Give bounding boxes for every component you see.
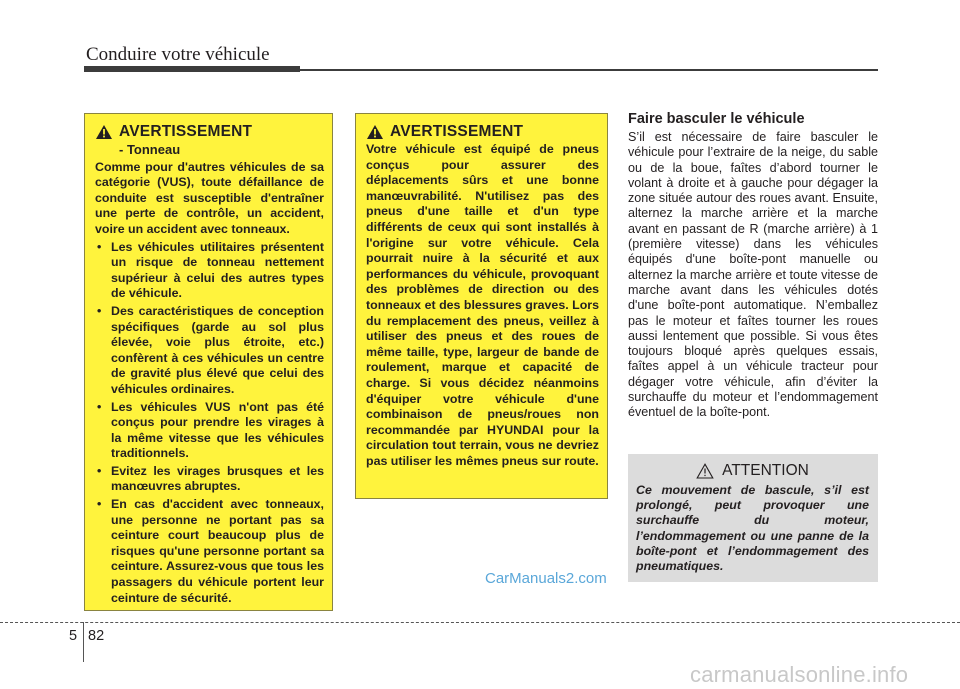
footer-divider — [0, 622, 960, 623]
warning-subtitle: - Tonneau — [119, 142, 181, 157]
header-rule-thick — [84, 66, 300, 72]
chapter-number: 5 — [69, 628, 78, 644]
warning-triangle-icon — [95, 124, 113, 140]
warning-bullet — [95, 304, 324, 398]
warning-bullet — [95, 240, 324, 302]
bullet-text: Les véhicules utilitaires présentent un risque de tonneau nettement supérieur à celui des autres types de véhicule. — [111, 239, 324, 301]
bullet-symbol: • — [97, 303, 102, 318]
section-heading: Faire basculer le véhicule — [628, 111, 805, 127]
bullet-text: Evitez les virages brusques et les manœuvres abruptes. — [111, 463, 324, 494]
section-body: S’il est nécessaire de faire basculer le véhicule pour l’extraire de la neige, du sable ou de la boue, faîtes d’abord tourner le volant à droite et à gauche pour dégager la zone située autour des roues avant. Ensuite, alternez la marche arrière et la marche avant en passant de R (marche arrière) à 1 (première vitesse) dans les véhicules équipés d'une boîte-pont manuelle ou alternez la marche arrière et toute vitesse de marche avant dans les véhicules dotés d'une boîte-pont automatique. N’emballez pas le moteur et faîtes tourner les roues aussi lentement que possible. Si vous êtes toujours bloqué après quelques essais, faîtes appel à un véhicule tracteur pour dégager votre véhicule, afin d’éviter la surchauffe du moteur et l’endommagement éventuel de la boîte-pont. — [628, 130, 878, 420]
warning-bullet — [95, 400, 324, 462]
footer-brand-watermark: carmanualsonline.info — [690, 662, 909, 687]
warning-body: Votre véhicule est équipé de pneus conçus pour assurer des déplacements sûrs et une bonne manœuvrabilité. N'utilisez pas des pneus d'une taille et d'un type différents de ceux qui sont installés à l'origine sur votre véhicule. Cela pourrait nuire à la sécurité et aux performances du véhicule, provoquant des problèmes de direction ou des tonneaux et des blessures graves. Lors du remplacement des pneus, veillez à utiliser des pneus et des roues de même taille, type, largeur de bande de roulement, marque et capacité de charge. Si vous décidez néanmoins d'équiper votre véhicule d'une combinaison de pneus/roues non recommandée par HYUNDAI pour la circulation tout terrain, vous ne devriez pas utiliser les mêmes pneus sur route. — [366, 142, 599, 468]
footer-page-separator — [83, 622, 84, 662]
caution-triangle-icon — [696, 463, 714, 479]
warning-bullet — [95, 464, 324, 495]
warning-intro: Comme pour d'autres véhicules de sa catégorie (VUS), toute défaillance de conduite est susceptible d'entraîner une perte de contrôle, un accident, voire un accident avec tonneaux. — [95, 159, 324, 236]
watermark-link[interactable]: CarManuals2.com — [485, 570, 607, 587]
bullet-symbol: • — [97, 497, 102, 512]
warning-title: AVERTISSEMENT — [390, 123, 524, 141]
header-rule-thin — [300, 69, 878, 71]
warning-header — [366, 124, 599, 140]
bullet-text: Des caractéristiques de conception spécifiques (garde au sol plus élevée, voie plus étroite, etc.) confèrent à ces véhicules un centre de gravité plus élevé que celui des véhicules ordinaires. — [111, 303, 324, 396]
page-number: 82 — [88, 628, 105, 644]
warning-title: AVERTISSEMENT — [119, 123, 253, 141]
bullet-text: Les véhicules VUS n'ont pas été conçus pour prendre les virages à la même vitesse que les véhicules traditionnels. — [111, 399, 324, 461]
bullet-symbol: • — [97, 399, 102, 414]
attention-box — [628, 454, 878, 582]
warning-bullet — [95, 497, 324, 606]
page-header-title: Conduire votre véhicule — [86, 44, 270, 65]
warning-triangle-icon — [366, 124, 384, 140]
warning-box-rollover — [84, 113, 333, 611]
bullet-symbol: • — [97, 463, 102, 478]
bullet-symbol: • — [97, 239, 102, 254]
warning-header — [95, 124, 324, 140]
attention-body: Ce mouvement de bascule, s’il est prolongé, peut provoquer une surchauffe du moteur, l’endommagement ou une panne de la boîte-pont et l’endommagement des pneumatiques. — [636, 483, 869, 574]
attention-header — [636, 462, 869, 480]
attention-title: ATTENTION — [722, 462, 809, 479]
warning-box-tires — [355, 113, 608, 499]
bullet-text: En cas d'accident avec tonneaux, une personne ne portant pas sa ceinture court beaucoup plus de risques qu'une personne portant sa ceinture. Assurez-vous que tous les passagers du véhicule portent leur ceinture de sécurité. — [111, 497, 324, 605]
